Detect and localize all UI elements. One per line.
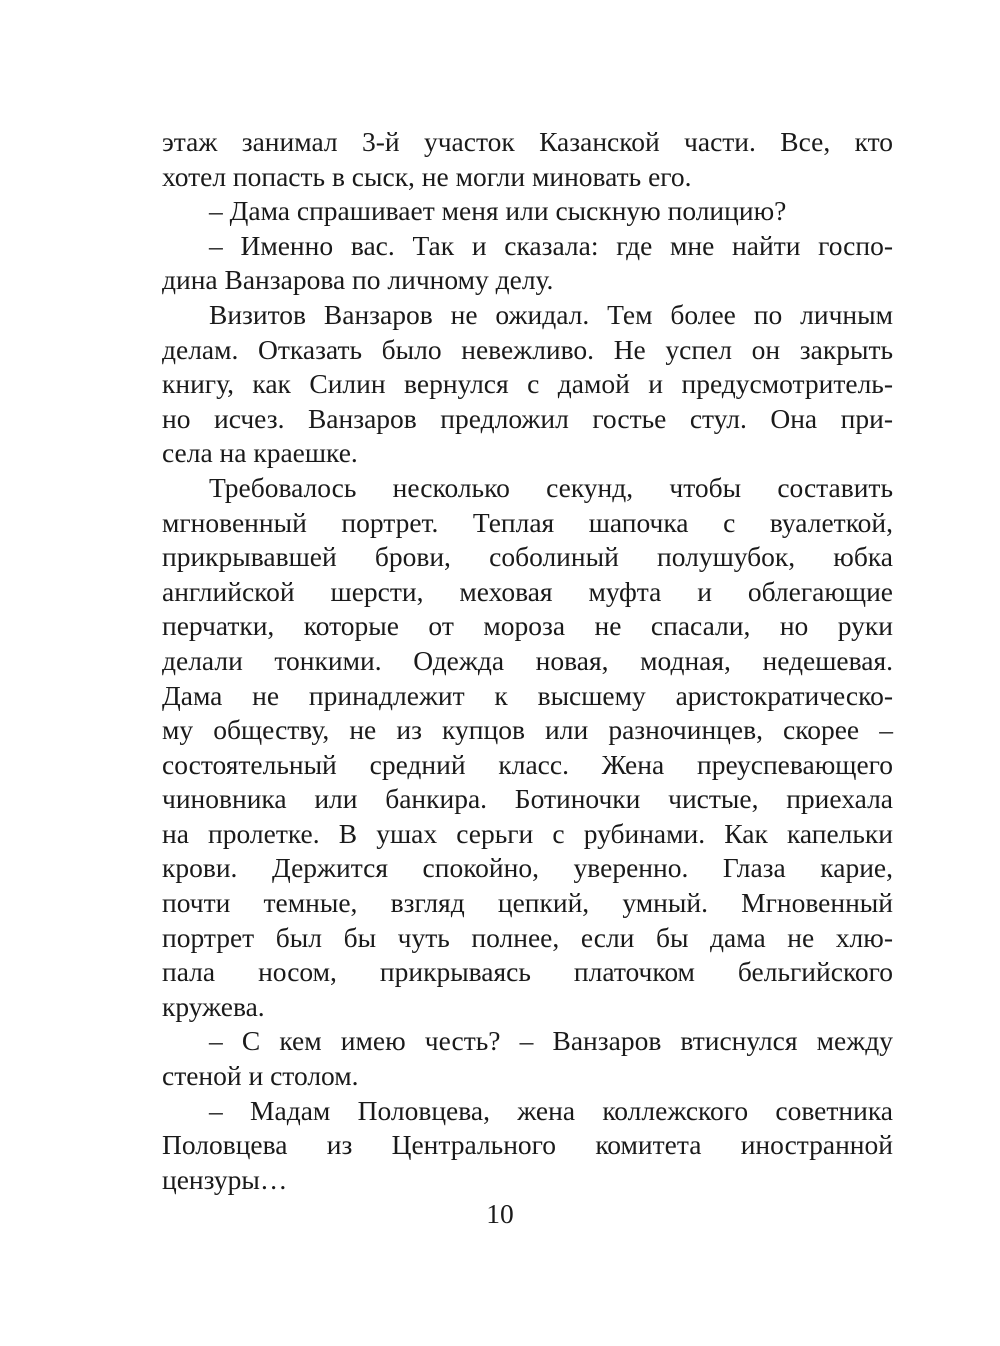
text-line: перчатки, которые от мороза не спасали, но руки <box>162 610 893 642</box>
text-line: хотел попасть в сыск, не могли миновать его. <box>162 160 692 192</box>
text-line: почти темные, взгляд цепкий, умный. Мгновенный <box>162 887 893 919</box>
text-line: состоятельный средний класс. Жена преуспевающего <box>162 748 893 780</box>
text-line: английской шерсти, меховая муфта и облегающие <box>162 575 893 607</box>
page-body <box>162 125 893 1197</box>
text-line: цензуры… <box>162 1163 288 1195</box>
text-line: – Мадам Половцева, жена коллежского советника <box>209 1094 893 1126</box>
text-line: – Именно вас. Так и сказала: где мне найти госпо- <box>209 229 893 261</box>
text-line: прикрывавшей брови, соболиный полушубок, юбка <box>162 541 893 573</box>
text-line: но исчез. Ванзаров предложил гостье стул. Она при- <box>162 402 893 434</box>
text-line: пала носом, прикрываясь платочком бельгийского <box>162 956 893 988</box>
text-line: Половцева из Центрального комитета иностранной <box>162 1129 893 1161</box>
text-line: – С кем имею честь? – Ванзаров втиснулся между <box>209 1025 893 1057</box>
text-line: этаж занимал 3-й участок Казанской части. Все, кто <box>162 126 893 157</box>
text-line: портрет был бы чуть полнее, если бы дама не хлю- <box>162 921 893 953</box>
text-line: кружева. <box>162 990 265 1022</box>
text-line: дина Ванзарова по личному делу. <box>162 264 554 296</box>
text-line: му обществу, не из купцов или разночинцев, скорее – <box>162 714 893 746</box>
text-line: делам. Отказать было невежливо. Не успел он закрыть <box>162 333 893 365</box>
text-line: мгновенный портрет. Теплая шапочка с вуалеткой, <box>162 506 893 538</box>
text-line: – Дама спрашивает меня или сыскную полицию? <box>209 195 787 227</box>
text-line: Визитов Ванзаров не ожидал. Тем более по личным <box>209 298 893 330</box>
text-line: книгу, как Силин вернулся с дамой и предусмотритель- <box>162 368 893 400</box>
text-line: Дама не принадлежит к высшему аристократическо- <box>162 679 893 711</box>
text-line: крови. Держится спокойно, уверенно. Глаза карие, <box>162 852 893 884</box>
page-number: 10 <box>486 1198 514 1229</box>
text-line: делали тонкими. Одежда новая, модная, недешевая. <box>162 644 893 676</box>
text-line: стеной и столом. <box>162 1060 359 1092</box>
text-line: на пролетке. В ушах серьги с рубинами. Как капельки <box>162 817 893 849</box>
text-line: чиновника или банкира. Ботиночки чистые, приехала <box>162 783 893 815</box>
text-line: Требовалось несколько секунд, чтобы составить <box>209 471 893 503</box>
text-line: села на краешке. <box>162 437 358 469</box>
